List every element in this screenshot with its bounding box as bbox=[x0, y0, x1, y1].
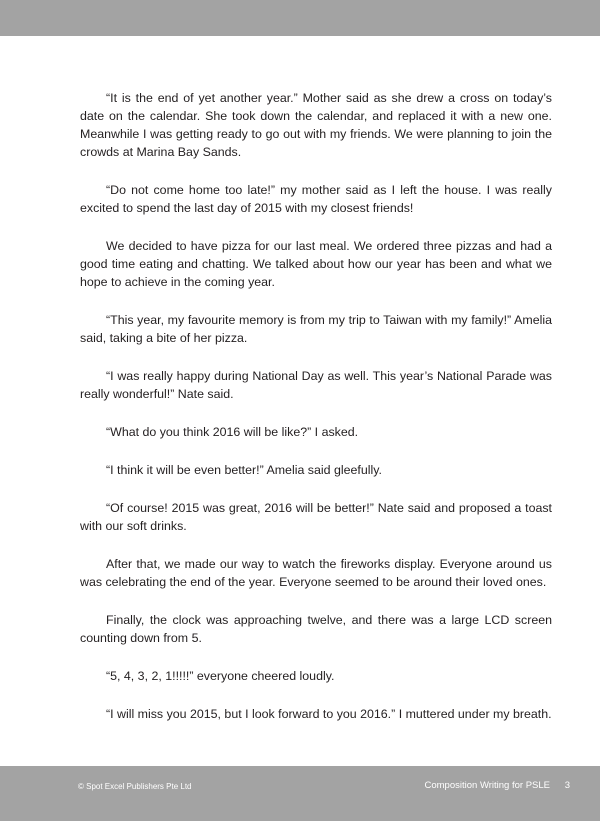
story-body bbox=[80, 89, 552, 743]
paragraph-12: “I will miss you 2015, but I look forward to you 2016.” I muttered under my breath. bbox=[106, 707, 552, 721]
book-title: Composition Writing for PSLE bbox=[424, 780, 550, 791]
paragraph-5: “I was really happy during National Day as well. This year’s National Parade was really wonderful!” Nate said. bbox=[80, 369, 552, 401]
copyright-notice: © Spot Excel Publishers Pte Ltd bbox=[78, 782, 192, 791]
paragraph-8: “Of course! 2015 was great, 2016 will be better!” Nate said and proposed a toast with our soft drinks. bbox=[80, 501, 552, 533]
paragraph-10: Finally, the clock was approaching twelve, and there was a large LCD screen counting down from 5. bbox=[80, 613, 552, 645]
footer-bar bbox=[0, 766, 600, 821]
paragraph-11: “5, 4, 3, 2, 1!!!!!” everyone cheered loudly. bbox=[106, 669, 335, 683]
paragraph-4: “This year, my favourite memory is from my trip to Taiwan with my family!” Amelia said, taking a bite of her pizza. bbox=[80, 313, 552, 345]
paragraph-1: “It is the end of yet another year.” Mother said as she drew a cross on today’s date on the calendar. She took down the calendar, and replaced it with a new one. Meanwhile I was getting ready to go out with my friends. We were planning to join the crowds at Marina Bay Sands. bbox=[80, 91, 552, 159]
paragraph-2: “Do not come home too late!” my mother said as I left the house. I was really excited to spend the last day of 2015 with my closest friends! bbox=[80, 183, 552, 215]
paragraph-3: We decided to have pizza for our last meal. We ordered three pizzas and had a good time eating and chatting. We talked about how our year has been and what we hope to achieve in the coming year. bbox=[80, 239, 552, 289]
header-bar bbox=[0, 0, 600, 36]
paragraph-6: “What do you think 2016 will be like?” I asked. bbox=[106, 425, 359, 439]
paragraph-9: After that, we made our way to watch the fireworks display. Everyone around us was celebrating the end of the year. Everyone seemed to be around their loved ones. bbox=[80, 557, 552, 589]
paragraph-7: “I think it will be even better!” Amelia said gleefully. bbox=[106, 463, 382, 477]
page-number: 3 bbox=[564, 780, 570, 791]
